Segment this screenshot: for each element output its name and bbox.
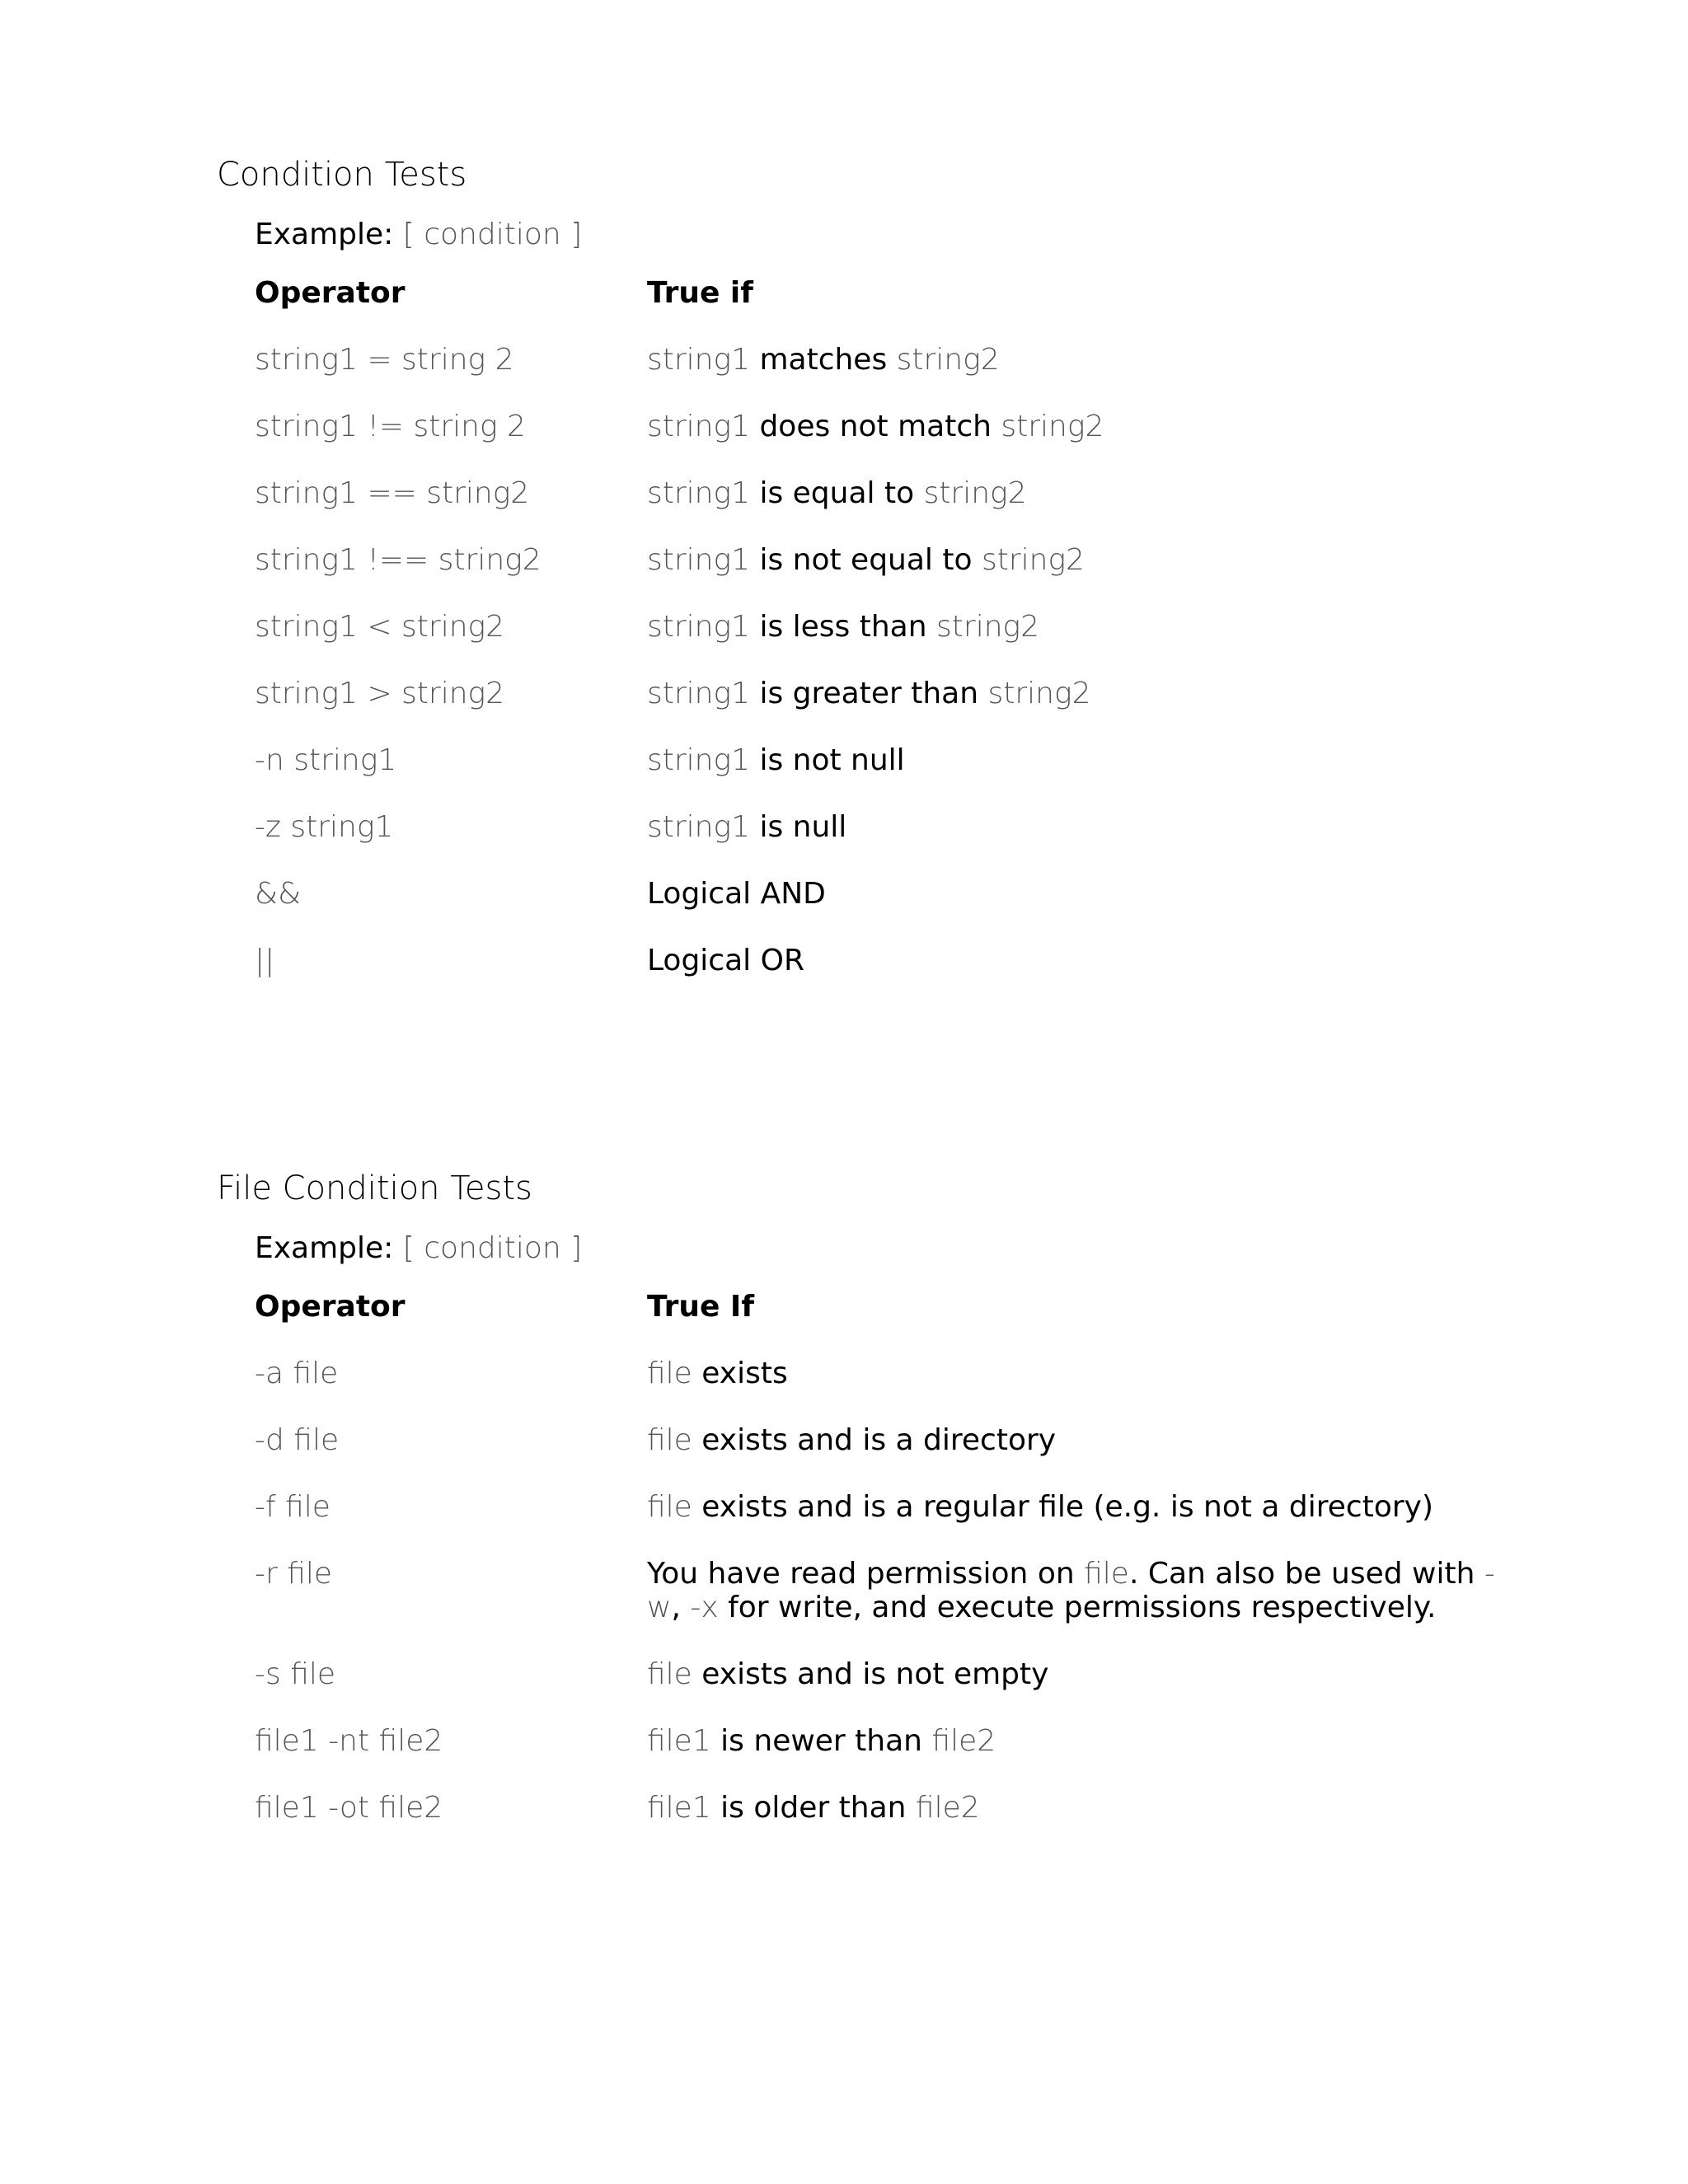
table-header: [255, 1290, 1552, 1324]
true-if-cell: [647, 810, 1504, 844]
code-fragment: string2: [936, 610, 1040, 644]
text-fragment: exists and is not empty: [692, 1657, 1049, 1691]
table-row: [255, 610, 1552, 644]
code-fragment: file: [647, 1357, 692, 1390]
text-fragment: exists and is a directory: [692, 1423, 1057, 1457]
operator-cell: file1 -ot file2: [255, 1791, 443, 1825]
code-fragment: string1: [647, 743, 750, 777]
code-fragment: file: [647, 1657, 692, 1691]
table-row: [255, 476, 1552, 510]
condition-tests-section: [217, 153, 1552, 1010]
true-if-cell: [647, 1490, 1504, 1524]
code-fragment: -w: [647, 1557, 1495, 1624]
true-if-cell: [647, 1791, 1504, 1825]
table-row: [255, 1357, 1552, 1390]
example-code: [ condition ]: [402, 218, 583, 251]
true-if-cell: [647, 1423, 1504, 1457]
example-label: Example:: [255, 1231, 394, 1265]
operator-table: [255, 1290, 1552, 1825]
code-fragment: string1: [647, 677, 750, 710]
operator-cell: -n string1: [255, 743, 397, 777]
header-operator: Operator: [255, 1290, 406, 1324]
true-if-cell: [647, 476, 1504, 510]
table-row: [255, 810, 1552, 844]
code-fragment: file2: [915, 1791, 980, 1825]
code-fragment: string2: [896, 343, 1000, 377]
operator-cell: string1 !== string2: [255, 543, 542, 577]
table-row: [255, 677, 1552, 710]
code-fragment: file2: [931, 1724, 996, 1758]
text-fragment: is not equal to: [750, 543, 982, 577]
text-fragment: is null: [750, 810, 847, 844]
example-label: Example:: [255, 218, 394, 251]
table-row: [255, 1423, 1552, 1457]
table-row: [255, 1657, 1552, 1691]
table-row: [255, 1490, 1552, 1524]
text-fragment: Logical AND: [647, 877, 826, 911]
code-fragment: string1: [647, 476, 750, 510]
text-fragment: exists and is a regular file (e.g. is not a directory): [692, 1490, 1434, 1524]
true-if-cell: [647, 1557, 1504, 1624]
code-fragment: file1: [647, 1791, 711, 1825]
table-row: [255, 543, 1552, 577]
code-fragment: file: [1084, 1557, 1129, 1591]
text-fragment: exists: [692, 1357, 788, 1390]
code-fragment: -x: [690, 1591, 719, 1624]
code-fragment: file: [647, 1490, 692, 1524]
code-fragment: string2: [987, 677, 1091, 710]
table-row: [255, 877, 1552, 911]
code-fragment: string1: [647, 410, 750, 443]
code-fragment: string1: [647, 610, 750, 644]
true-if-cell: [647, 410, 1504, 443]
table-row: [255, 1724, 1552, 1758]
table-row: [255, 743, 1552, 777]
text-fragment: is greater than: [750, 677, 988, 710]
code-fragment: string1: [647, 543, 750, 577]
operator-cell: file1 -nt file2: [255, 1724, 443, 1758]
text-fragment: is older than: [710, 1791, 916, 1825]
operator-table: [255, 276, 1552, 977]
true-if-cell: [647, 1357, 1504, 1390]
true-if-cell: [647, 610, 1504, 644]
section-title: File Condition Tests: [217, 1169, 532, 1207]
file-condition-tests-section: [217, 1167, 1552, 1858]
header-true-if: True If: [647, 1290, 754, 1324]
text-fragment: matches: [750, 343, 897, 377]
operator-cell: -d file: [255, 1423, 340, 1457]
table-row: [255, 410, 1552, 443]
section-title: Condition Tests: [217, 156, 467, 194]
code-fragment: file1: [647, 1724, 711, 1758]
table-row: [255, 944, 1552, 977]
operator-cell: -s file: [255, 1657, 336, 1691]
operator-cell: string1 == string2: [255, 476, 530, 510]
operator-cell: ||: [255, 944, 275, 977]
text-fragment: for write, and execute permissions respectively.: [718, 1591, 1437, 1624]
true-if-cell: [647, 543, 1504, 577]
operator-cell: string1 != string 2: [255, 410, 526, 443]
operator-cell: string1 = string 2: [255, 343, 514, 377]
code-fragment: string2: [923, 476, 1027, 510]
true-if-cell: [647, 877, 1504, 911]
code-fragment: string2: [1001, 410, 1104, 443]
text-fragment: . Can also be used with: [1128, 1557, 1484, 1591]
header-true-if: True if: [647, 276, 753, 310]
text-fragment: is newer than: [710, 1724, 932, 1758]
example-code: [ condition ]: [402, 1231, 583, 1265]
operator-cell: string1 > string2: [255, 677, 505, 710]
example-line: [255, 215, 1552, 255]
operator-cell: string1 < string2: [255, 610, 505, 644]
example-line: [255, 1229, 1552, 1268]
table-header: [255, 276, 1552, 310]
code-fragment: string2: [981, 543, 1085, 577]
true-if-cell: [647, 743, 1504, 777]
operator-cell: -f file: [255, 1490, 331, 1524]
operator-cell: -a file: [255, 1357, 339, 1390]
true-if-cell: [647, 343, 1504, 377]
text-fragment: does not match: [750, 410, 1001, 443]
code-fragment: string1: [647, 343, 750, 377]
table-row: [255, 1557, 1552, 1624]
true-if-cell: [647, 944, 1504, 977]
text-fragment: is not null: [750, 743, 905, 777]
true-if-cell: [647, 1657, 1504, 1691]
text-fragment: is equal to: [750, 476, 924, 510]
true-if-cell: [647, 677, 1504, 710]
table-row: [255, 1791, 1552, 1825]
code-fragment: string1: [647, 810, 750, 844]
text-fragment: You have read permission on: [647, 1557, 1085, 1591]
header-operator: Operator: [255, 276, 406, 310]
text-fragment: is less than: [750, 610, 937, 644]
operator-cell: -r file: [255, 1557, 333, 1591]
code-fragment: file: [647, 1423, 692, 1457]
text-fragment: Logical OR: [647, 944, 804, 977]
operator-cell: &&: [255, 877, 302, 911]
table-row: [255, 343, 1552, 377]
text-fragment: ,: [671, 1591, 691, 1624]
operator-cell: -z string1: [255, 810, 394, 844]
true-if-cell: [647, 1724, 1504, 1758]
